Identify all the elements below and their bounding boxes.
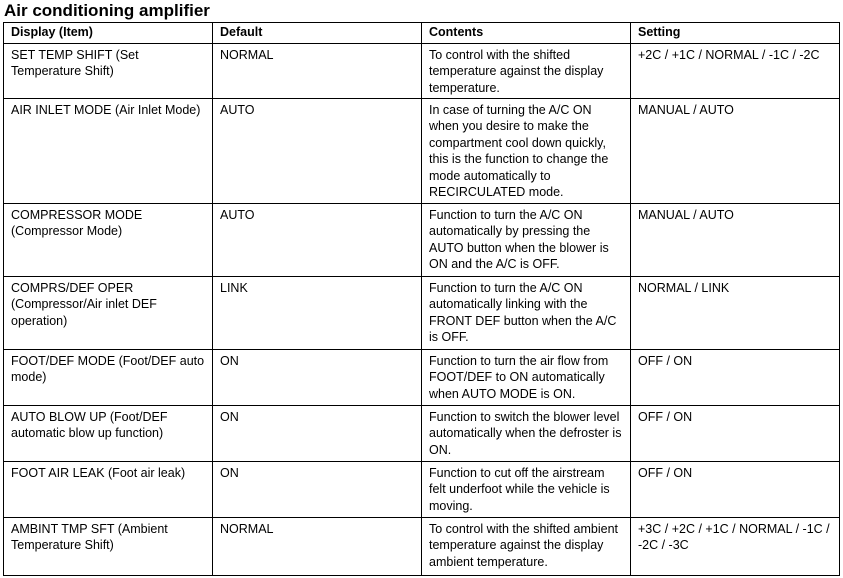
column-header-setting: Setting xyxy=(631,23,840,44)
cell-setting: OFF / ON xyxy=(631,462,840,518)
cell-display: FOOT/DEF MODE (Foot/DEF auto mode) xyxy=(4,350,213,406)
table-row xyxy=(4,406,840,462)
cell-contents: To control with the shifted temperature against the display temperature. xyxy=(422,44,631,99)
cell-display: COMPRESSOR MODE (Compressor Mode) xyxy=(4,204,213,277)
cell-default: ON xyxy=(213,462,422,518)
cell-default: AUTO xyxy=(213,204,422,277)
cell-default: ON xyxy=(213,350,422,406)
cell-setting: +2C / +1C / NORMAL / -1C / -2C xyxy=(631,44,840,99)
cell-display: AUTO BLOW UP (Foot/DEF automatic blow up function) xyxy=(4,406,213,462)
cell-display: FOOT AIR LEAK (Foot air leak) xyxy=(4,462,213,518)
cell-contents: Function to turn the A/C ON automatically linking with the FRONT DEF button when the A/C is OFF. xyxy=(422,277,631,350)
cell-setting: +3C / +2C / +1C / NORMAL / -1C / -2C / -3C xyxy=(631,518,840,576)
table-row xyxy=(4,99,840,204)
cell-display: AIR INLET MODE (Air Inlet Mode) xyxy=(4,99,213,204)
cell-contents: Function to turn the air flow from FOOT/DEF to ON automatically when AUTO MODE is ON. xyxy=(422,350,631,406)
cell-contents: In case of turning the A/C ON when you desire to make the compartment cool down quickly, this is the function to change the mode automatically to RECIRCULATED mode. xyxy=(422,99,631,204)
table-row xyxy=(4,518,840,576)
cell-display: COMPRS/DEF OPER (Compressor/Air inlet DEF operation) xyxy=(4,277,213,350)
cell-default: NORMAL xyxy=(213,518,422,576)
cell-setting: MANUAL / AUTO xyxy=(631,204,840,277)
cell-contents: Function to cut off the airstream felt underfoot while the vehicle is moving. xyxy=(422,462,631,518)
cell-display: AMBINT TMP SFT (Ambient Temperature Shift) xyxy=(4,518,213,576)
table-row xyxy=(4,462,840,518)
cell-setting: OFF / ON xyxy=(631,350,840,406)
cell-default: LINK xyxy=(213,277,422,350)
table-row xyxy=(4,204,840,277)
customize-settings-table xyxy=(3,22,840,576)
cell-contents: To control with the shifted ambient temperature against the display ambient temperature. xyxy=(422,518,631,576)
column-header-default: Default xyxy=(213,23,422,44)
column-header-contents: Contents xyxy=(422,23,631,44)
cell-contents: Function to switch the blower level automatically when the defroster is ON. xyxy=(422,406,631,462)
cell-default: AUTO xyxy=(213,99,422,204)
cell-display: SET TEMP SHIFT (Set Temperature Shift) xyxy=(4,44,213,99)
cell-setting: MANUAL / AUTO xyxy=(631,99,840,204)
cell-default: NORMAL xyxy=(213,44,422,99)
cell-contents: Function to turn the A/C ON automatically by pressing the AUTO button when the blower is ON and the A/C is OFF. xyxy=(422,204,631,277)
cell-default: ON xyxy=(213,406,422,462)
page-title: Air conditioning amplifier xyxy=(4,1,210,20)
table-row xyxy=(4,350,840,406)
table-header-row xyxy=(4,23,840,44)
cell-setting: OFF / ON xyxy=(631,406,840,462)
table-row xyxy=(4,44,840,99)
column-header-display: Display (Item) xyxy=(4,23,213,44)
table-row xyxy=(4,277,840,350)
cell-setting: NORMAL / LINK xyxy=(631,277,840,350)
